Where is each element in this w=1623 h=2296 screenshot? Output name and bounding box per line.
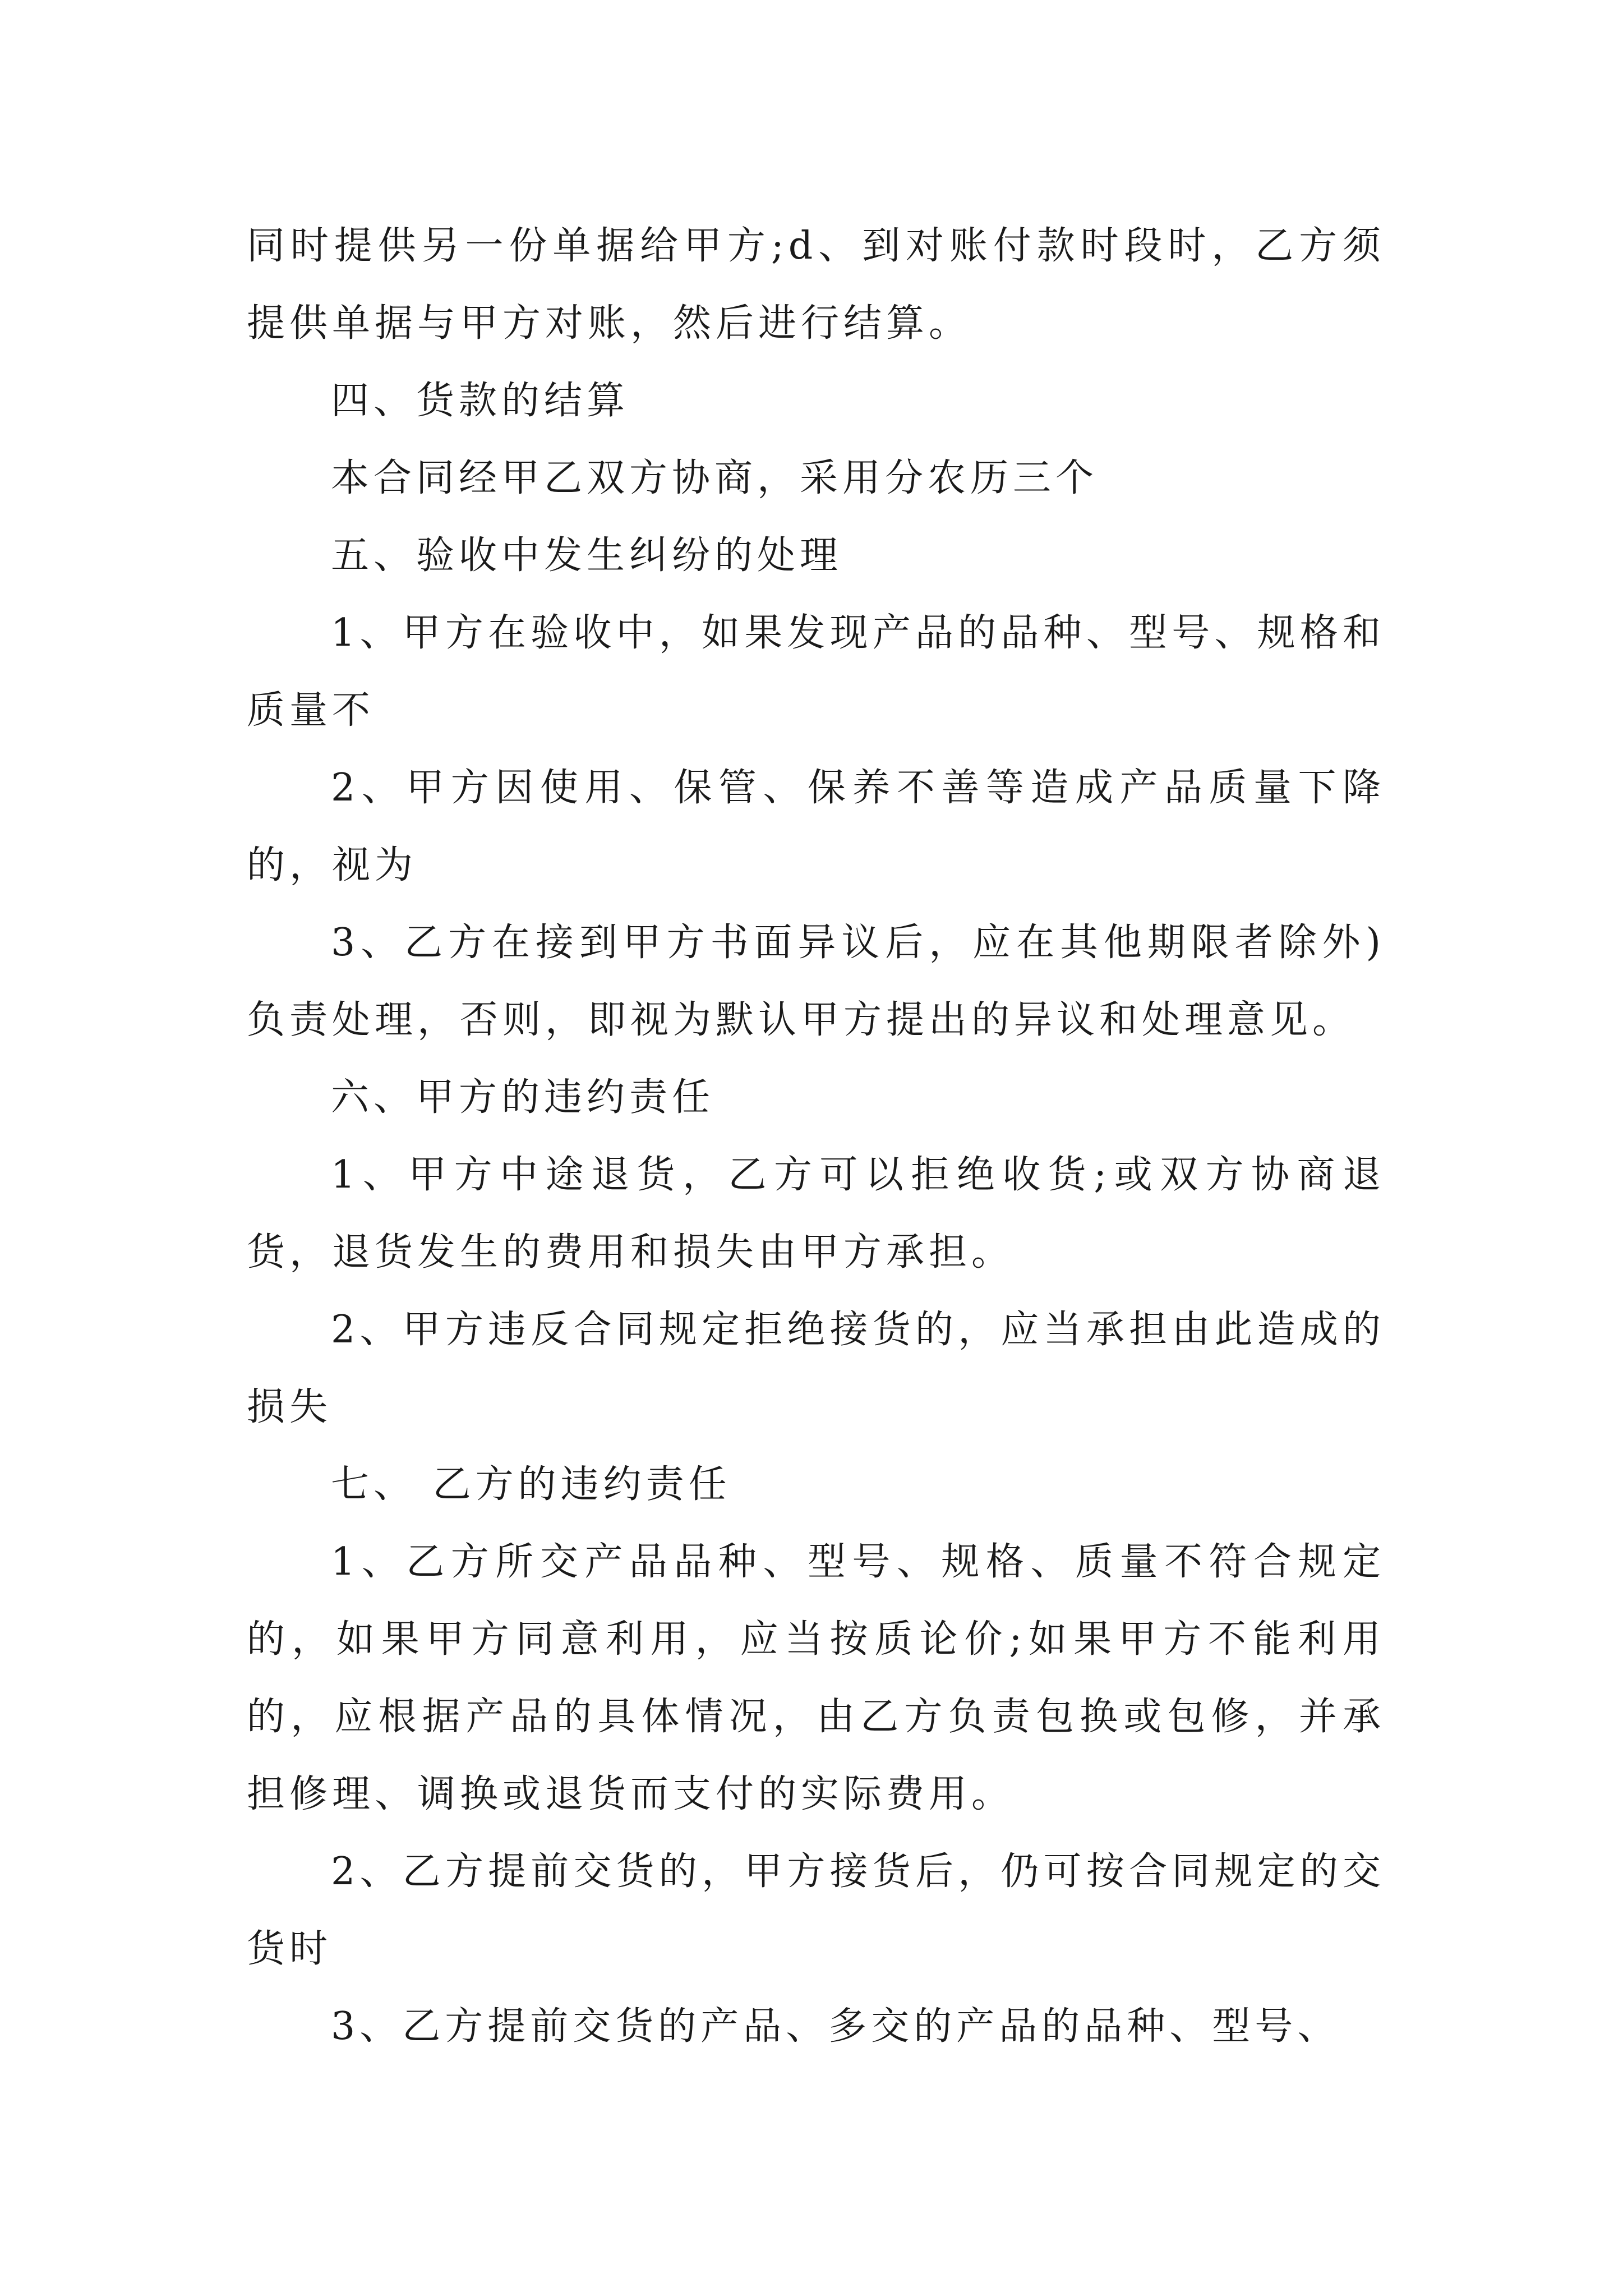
document-body bbox=[247, 208, 1385, 2065]
section-heading-4: 四、货款的结算 bbox=[331, 379, 630, 423]
section-heading-6: 六、甲方的违约责任 bbox=[331, 1075, 715, 1120]
section-heading-5: 五、验收中发生纠纷的处理 bbox=[331, 533, 843, 578]
paragraph: 本合同经甲乙双方协商，采用分农历三个 bbox=[331, 456, 1099, 500]
clause-6-2: 2、甲方违反合同规定拒绝接货的，应当承担由此造成的损失 bbox=[247, 1308, 1385, 1429]
clause-5-1: 1、甲方在验收中，如果发现产品的品种、型号、规格和质量不 bbox=[247, 611, 1385, 733]
section-heading-7: 七、 乙方的违约责任 bbox=[331, 1462, 731, 1507]
paragraph-continuation: 同时提供另一份单据给甲方;d、到对账付款时段时，乙方须提供单据与甲方对账，然后进行结算。 bbox=[247, 224, 1385, 346]
clause-5-2: 2、甲方因使用、保管、保养不善等造成产品质量下降的，视为 bbox=[247, 766, 1385, 887]
clause-7-2: 2、乙方提前交货的，甲方接货后，仍可按合同规定的交货时 bbox=[247, 1849, 1385, 1971]
clause-7-1: 1、乙方所交产品品种、型号、规格、质量不符合规定的，如果甲方同意利用，应当按质论价;如果甲方不能利用的，应根据产品的具体情况，由乙方负责包换或包修，并承担修理、调换或退货而支付的实际费用。 bbox=[247, 1540, 1385, 1816]
clause-5-3: 3、乙方在接到甲方书面异议后，应在其他期限者除外)负责处理，否则，即视为默认甲方提出的异议和处理意见。 bbox=[247, 921, 1385, 1042]
clause-7-3: 3、乙方提前交货的产品、多交的产品的品种、型号、 bbox=[331, 2004, 1340, 2049]
clause-6-1: 1、甲方中途退货，乙方可以拒绝收货;或双方协商退货，退货发生的费用和损失由甲方承担。 bbox=[247, 1153, 1385, 1274]
